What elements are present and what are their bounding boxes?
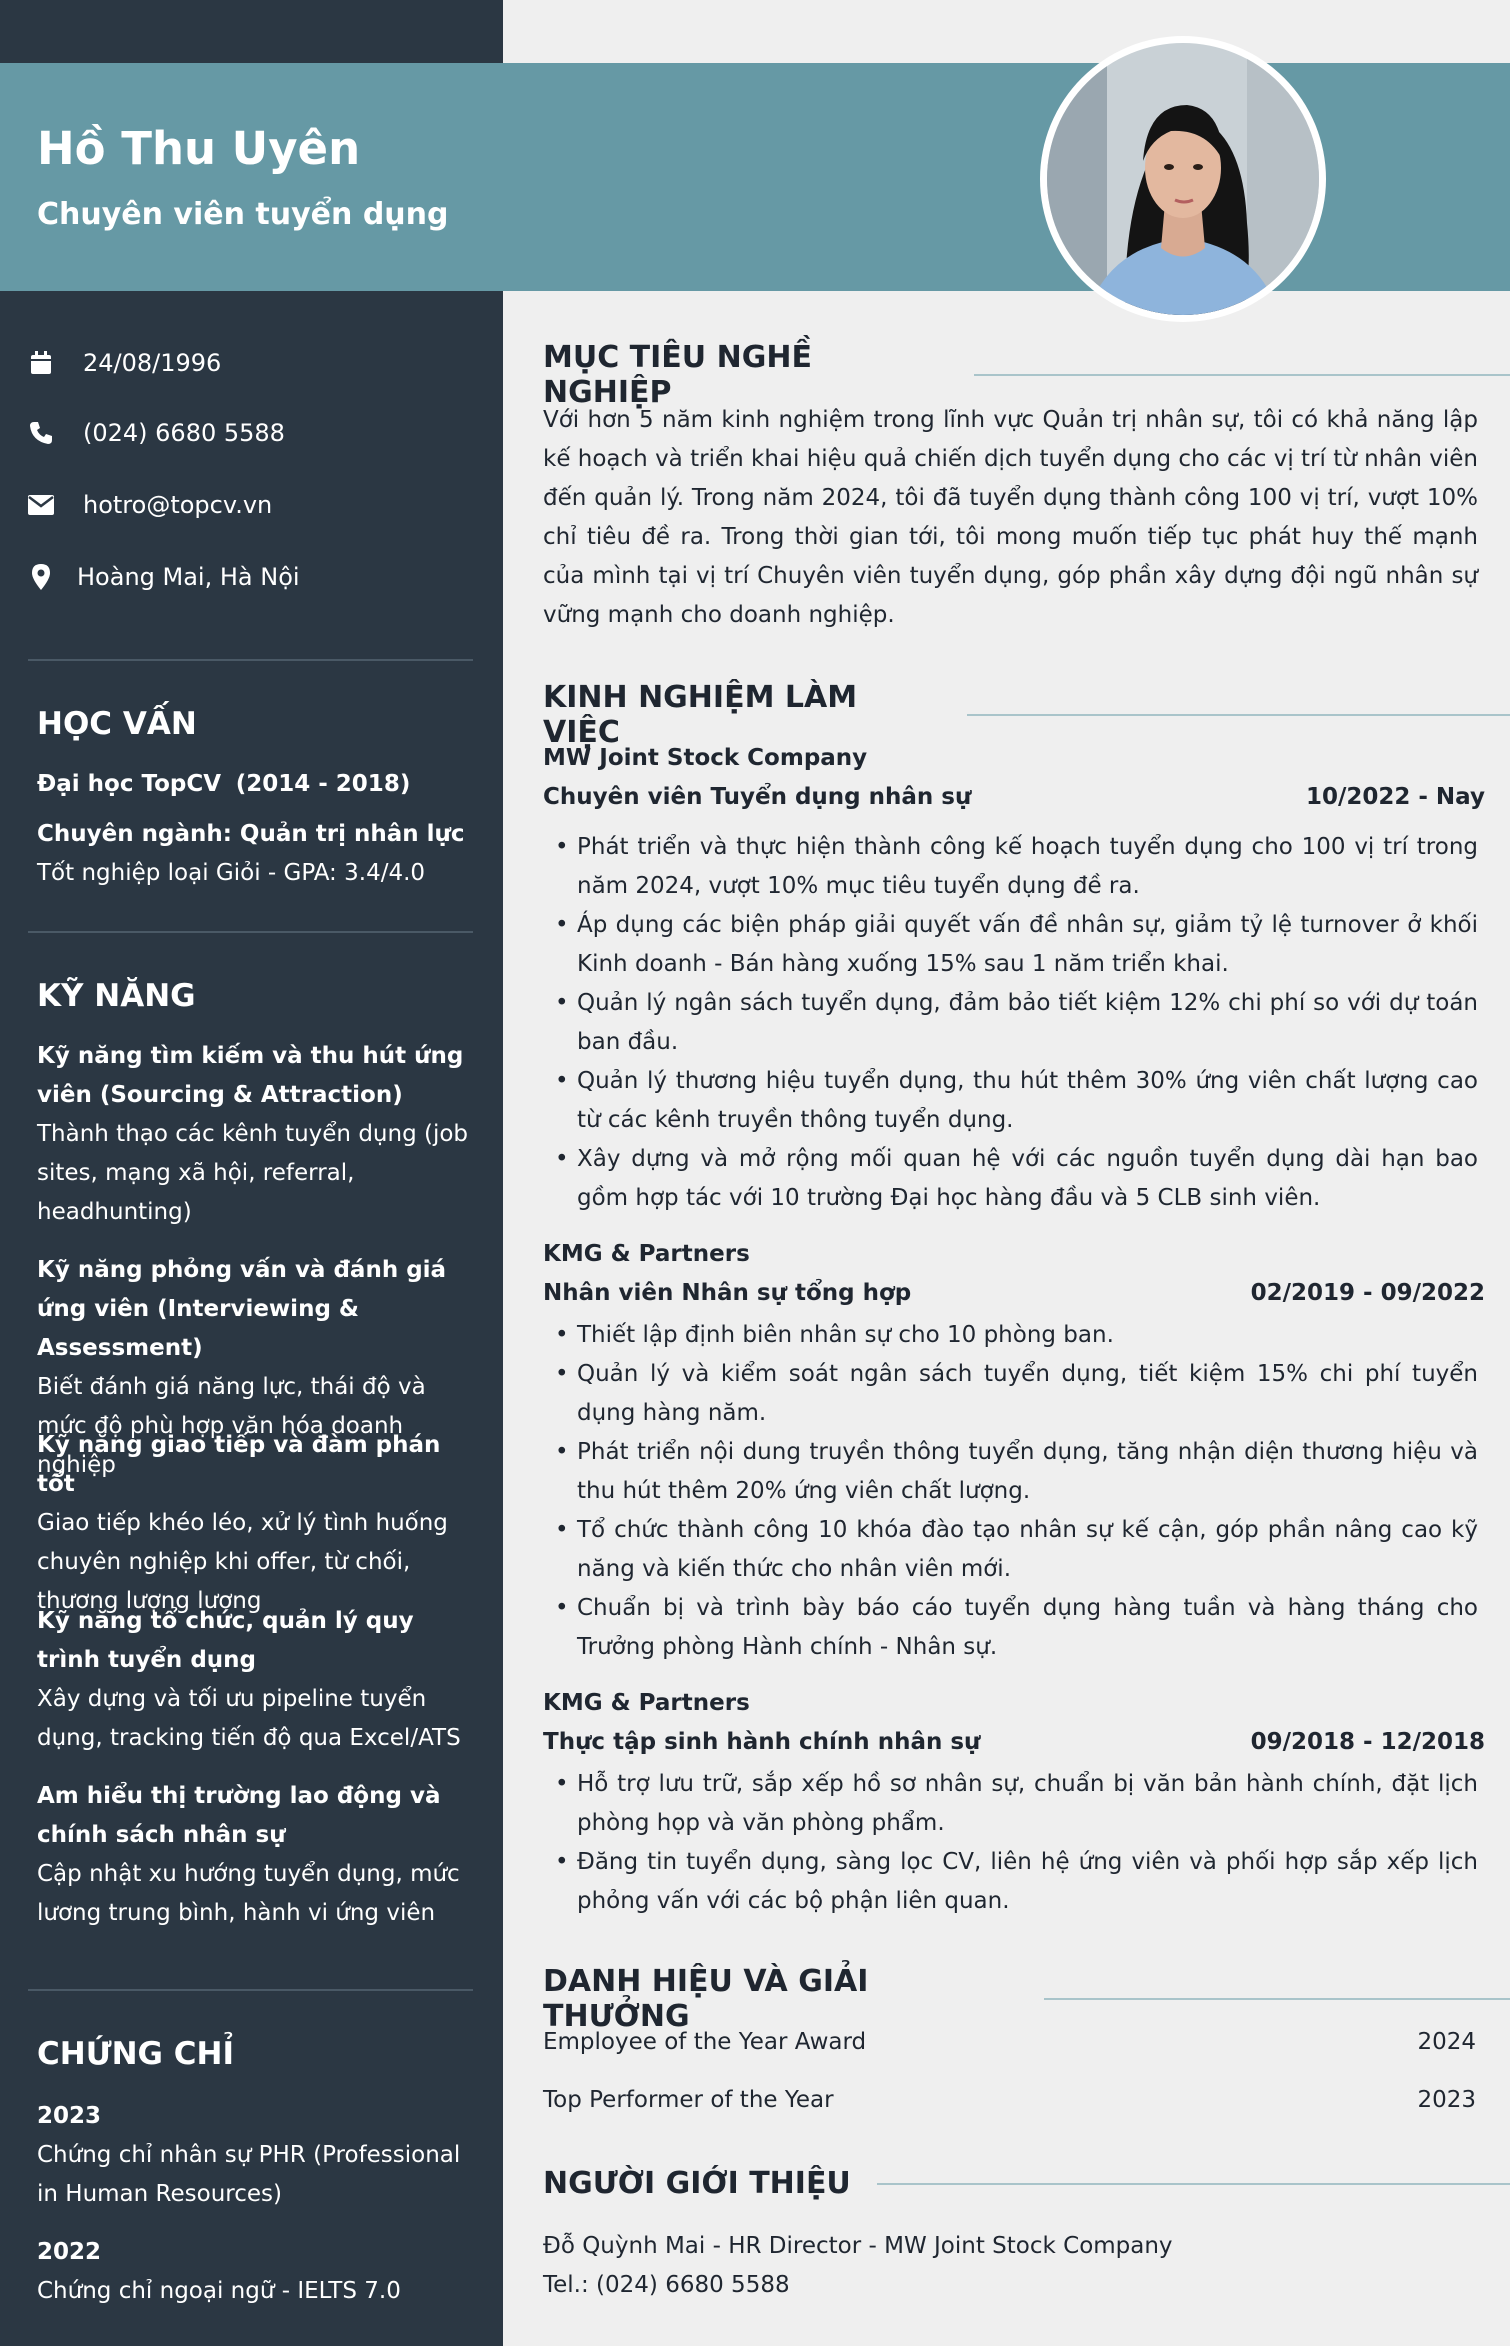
job-bullet: • Hỗ trợ lưu trữ, sắp xếp hồ sơ nhân sự, chuẩn bị văn bản hành chính, đặt lịch phòng họp và văn phòng phẩm. (555, 1765, 1478, 1843)
job-bullet: • Xây dựng và mở rộng mối quan hệ với các nguồn tuyển dụng dài hạn bao gồm hợp tác với 10 trường Đại học hàng đầu và 5 CLB sinh viên. (555, 1140, 1478, 1218)
certificate-year: 2023 (37, 2103, 102, 2129)
education-title: HỌC VẤN (37, 706, 197, 742)
job-bullet: • Thiết lập định biên nhân sự cho 10 phòng ban. (555, 1316, 1478, 1355)
skill-desc: Xây dựng và tối ưu pipeline tuyển dụng, tracking tiến độ qua Excel/ATS (37, 1686, 461, 1751)
skill-name: Kỹ năng tổ chức, quản lý quy trình tuyển dụng (37, 1608, 414, 1673)
title-rule (1044, 1998, 1510, 2000)
job-bullet: • Đăng tin tuyển dụng, sàng lọc CV, liên hệ ứng viên và phối hợp sắp xếp lịch phỏng vấn với các bộ phận liên quan. (555, 1843, 1478, 1921)
job-company: MW Joint Stock Company (543, 745, 868, 771)
contact-email (27, 485, 272, 525)
job-period: 10/2022 - Nay (1305, 784, 1485, 810)
references-section-title: NGƯỜI GIỚI THIỆU (543, 2166, 1510, 2201)
job-role-row (543, 784, 1485, 810)
job-bullet: • Quản lý ngân sách tuyển dụng, đảm bảo tiết kiệm 12% chi phí so với dự toán ban đầu. (555, 984, 1478, 1062)
education-years: (2014 - 2018) (235, 771, 411, 797)
reference-person: Đỗ Quỳnh Mai - HR Director - MW Joint Stock Company (543, 2233, 1173, 2259)
job-bullet: • Tổ chức thành công 10 khóa đào tạo nhân sự kế cận, góp phần nâng cao kỹ năng và kiến thức cho nhân viên mới. (555, 1511, 1478, 1589)
skill-desc: Biết đánh giá năng lực, thái độ và mức độ phù hợp văn hóa doanh nghiệp (37, 1374, 426, 1478)
awards-section-title: DANH HIỆU VÀ GIẢI THƯỞNG (543, 1964, 1510, 2034)
candidate-name: Hồ Thu Uyên (37, 122, 361, 175)
job-role: Chuyên viên Tuyển dụng nhân sự (543, 784, 972, 810)
title-rule (967, 714, 1510, 716)
profile-photo (1040, 36, 1326, 322)
skill-name: Kỹ năng phỏng vấn và đánh giá ứng viên (Interviewing & Assessment) (37, 1257, 447, 1361)
sidebar-divider (28, 931, 473, 933)
contact-phone (27, 413, 285, 453)
education-school-row (37, 765, 477, 804)
phone-text: (024) 6680 5588 (83, 419, 285, 447)
skill-name: Am hiểu thị trường lao động và chính sách nhân sự (37, 1783, 441, 1848)
job-bullet: • Chuẩn bị và trình bày báo cáo tuyển dụng hàng tuần và hàng tháng cho Trưởng phòng Hành chính - Nhân sự. (555, 1589, 1478, 1667)
contact-birthday (27, 343, 221, 383)
calendar-icon (27, 349, 55, 377)
certificate-name: Chứng chỉ nhân sự PHR (Professional in Human Resources) (37, 2142, 461, 2207)
skill-item (37, 1037, 477, 1232)
certificate-item (37, 2233, 477, 2311)
education-school: Đại học TopCV (37, 771, 222, 797)
skill-desc: Giao tiếp khéo léo, xử lý tình huống chuyên nghiệp khi offer, từ chối, thương lượng lương (37, 1510, 448, 1614)
education-major: Chuyên ngành: Quản trị nhân lực (37, 821, 465, 847)
skill-desc: Cập nhật xu hướng tuyển dụng, mức lương trung bình, hành vi ứng viên (37, 1861, 460, 1926)
candidate-position: Chuyên viên tuyển dụng (37, 197, 449, 232)
phone-icon (27, 419, 55, 447)
job-company: KMG & Partners (543, 1241, 750, 1267)
objective-section-title: MỤC TIÊU NGHỀ NGHIỆP (543, 340, 1510, 410)
certificate-year: 2022 (37, 2239, 102, 2265)
job-role-row (543, 1729, 1485, 1755)
title-rule (877, 2183, 1510, 2185)
award-year: 2024 (1417, 2029, 1476, 2055)
address-text: Hoàng Mai, Hà Nội (77, 563, 300, 591)
certificate-name: Chứng chỉ ngoại ngữ - IELTS 7.0 (37, 2278, 401, 2304)
job-role-row (543, 1280, 1485, 1306)
certificates-title: CHỨNG CHỈ (37, 2036, 235, 2072)
skills-title: KỸ NĂNG (37, 978, 196, 1014)
job-company: KMG & Partners (543, 1690, 750, 1716)
job-bullet: • Áp dụng các biện pháp giải quyết vấn đề nhân sự, giảm tỷ lệ turnover ở khối Kinh doanh - Bán hàng xuống 15% sau 1 năm triển khai. (555, 906, 1478, 984)
contact-address (27, 557, 300, 597)
job-bullet: • Phát triển và thực hiện thành công kế hoạch tuyển dụng cho 100 vị trí trong năm 2024, vượt 10% mục tiêu tuyển dụng đề ra. (555, 828, 1478, 906)
skill-desc: Thành thạo các kênh tuyển dụng (job sites, mạng xã hội, referral, headhunting) (37, 1121, 469, 1225)
experience-section-title: KINH NGHIỆM LÀM VIỆC (543, 680, 1510, 750)
skill-item (37, 1777, 477, 1933)
education-result: Tốt nghiệp loại Giỏi - GPA: 3.4/4.0 (37, 860, 426, 886)
objective-text: Với hơn 5 năm kinh nghiệm trong lĩnh vực Quản trị nhân sự, tôi có khả năng lập kế hoạch và triển khai hiệu quả chiến dịch tuyển dụng cho các vị trí từ nhân viên đến quản lý. Trong năm 2024, tôi đã tuyển dụng thành công 100 vị trí, vượt 10% chỉ tiêu đề ra. Trong thời gian tới, tôi mong muốn tiếp tục phát huy thế mạnh của mình tại vị trí Chuyên viên tuyển dụng, góp phần xây dựng đội ngũ nhân sự vững mạnh cho doanh nghiệp. (543, 407, 1478, 628)
envelope-icon (27, 491, 55, 519)
certificate-item (37, 2097, 477, 2214)
job-bullets (555, 1316, 1478, 1667)
job-role: Thực tập sinh hành chính nhân sự (543, 1729, 981, 1755)
job-period: 09/2018 - 12/2018 (1250, 1729, 1485, 1755)
skill-name: Kỹ năng tìm kiếm và thu hút ứng viên (Sourcing & Attraction) (37, 1043, 464, 1108)
skill-item (37, 1426, 477, 1621)
award-item (543, 2087, 1476, 2113)
birthday-text: 24/08/1996 (83, 349, 222, 377)
award-item (543, 2029, 1476, 2055)
location-pin-icon (27, 563, 55, 591)
job-bullets (555, 828, 1478, 1218)
skill-name: Kỹ năng giao tiếp và đàm phán tốt (37, 1432, 441, 1497)
skill-item (37, 1602, 477, 1758)
job-period: 02/2019 - 09/2022 (1250, 1280, 1485, 1306)
reference-phone: Tel.: (024) 6680 5588 (543, 2272, 790, 2298)
job-bullet: • Phát triển nội dung truyền thông tuyển dụng, tăng nhận diện thương hiệu và thu hút thêm 20% ứng viên chất lượng. (555, 1433, 1478, 1511)
profile-photo-image (1047, 43, 1319, 315)
job-role: Nhân viên Nhân sự tổng hợp (543, 1280, 912, 1306)
job-bullets (555, 1765, 1478, 1921)
sidebar-divider (28, 1989, 473, 1991)
job-bullet: • Quản lý và kiểm soát ngân sách tuyển dụng, tiết kiệm 15% chi phí tuyển dụng hàng năm. (555, 1355, 1478, 1433)
job-bullet: • Quản lý thương hiệu tuyển dụng, thu hút thêm 30% ứng viên chất lượng cao từ các kênh truyền thông tuyển dụng. (555, 1062, 1478, 1140)
sidebar-divider (28, 659, 473, 661)
award-name: Top Performer of the Year (543, 2087, 834, 2113)
award-name: Employee of the Year Award (543, 2029, 867, 2055)
award-year: 2023 (1417, 2087, 1476, 2113)
email-text: hotro@topcv.vn (83, 491, 273, 519)
title-rule (974, 374, 1510, 376)
